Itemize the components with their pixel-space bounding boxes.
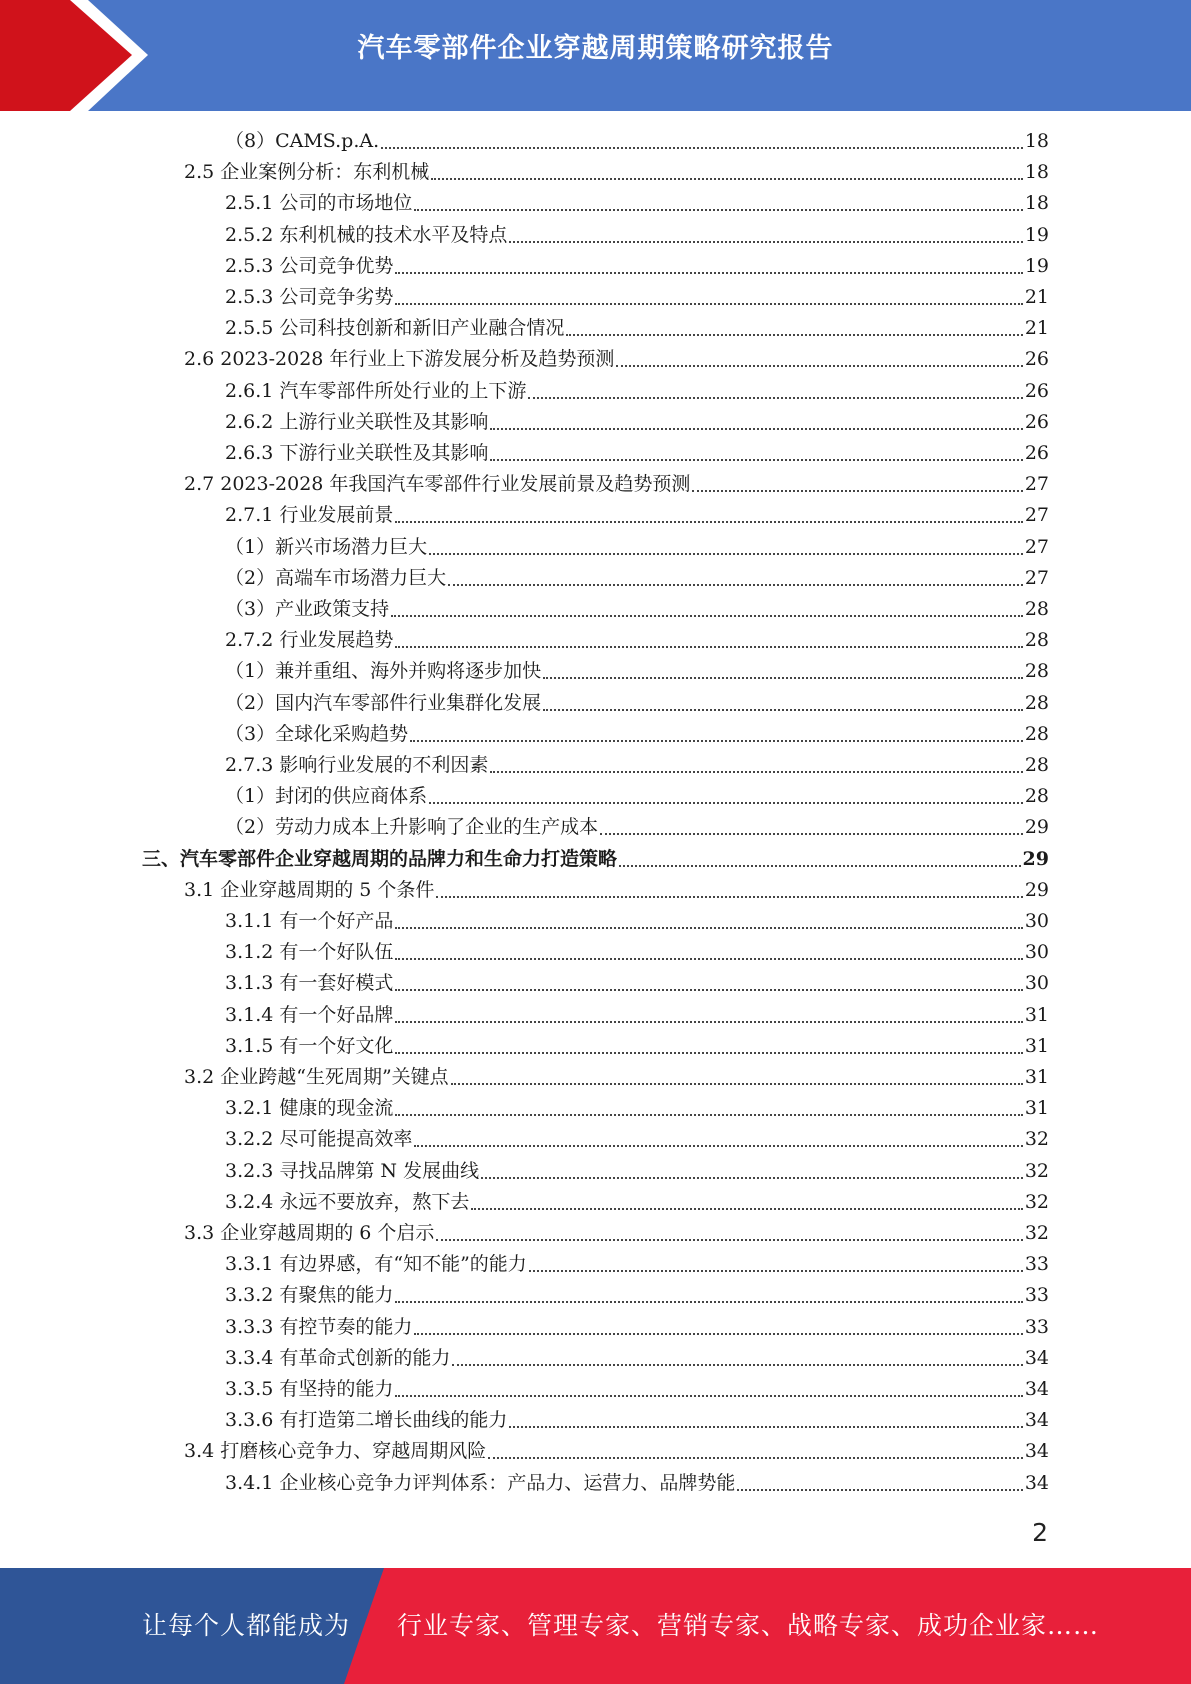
toc-entry[interactable]: [225, 1124, 1049, 1155]
toc-entry[interactable]: [225, 594, 1049, 625]
toc-dot-leader: [692, 483, 1022, 492]
toc-entry-page: 32: [1024, 1191, 1049, 1213]
toc-entry[interactable]: [225, 656, 1049, 687]
toc-entry-title: 3.3.6 有打造第二增长曲线的能力: [225, 1409, 508, 1431]
toc-entry-title: 2.6 2023-2028 年行业上下游发展分析及趋势预测: [184, 348, 615, 370]
toc-entry-page: 34: [1024, 1409, 1049, 1431]
toc-entry[interactable]: [225, 968, 1049, 999]
toc-dot-leader: [395, 296, 1022, 305]
toc-entry[interactable]: [225, 126, 1049, 157]
toc-entry[interactable]: [184, 469, 1049, 500]
toc-entry-title: 3.2.3 寻找品牌第 N 发展曲线: [225, 1160, 480, 1182]
toc-entry-page: 28: [1024, 785, 1049, 807]
toc-entry[interactable]: [225, 407, 1049, 438]
toc-dot-leader: [391, 608, 1023, 617]
toc-dot-leader: [395, 639, 1022, 648]
toc-dot-leader: [488, 1450, 1023, 1459]
toc-entry-page: 31: [1024, 1066, 1049, 1088]
toc-dot-leader: [429, 546, 1023, 555]
toc-dot-leader: [395, 1045, 1022, 1054]
toc-dot-leader: [395, 920, 1022, 929]
toc-entry-page: 28: [1024, 692, 1049, 714]
toc-entry-title: 3.3.3 有控节奏的能力: [225, 1316, 413, 1338]
toc-dot-leader: [490, 452, 1022, 461]
toc-dot-leader: [529, 1263, 1023, 1272]
toc-dot-leader: [543, 702, 1023, 711]
toc-entry-title: 3.3.4 有革命式创新的能力: [225, 1347, 451, 1369]
toc-dot-leader: [490, 421, 1022, 430]
toc-entry-page: 27: [1024, 567, 1049, 589]
toc-dot-leader: [414, 1326, 1022, 1335]
toc-entry[interactable]: [225, 625, 1049, 656]
toc-entry[interactable]: [225, 1374, 1049, 1405]
toc-dot-leader: [414, 202, 1022, 211]
toc-entry-page: 28: [1024, 660, 1049, 682]
toc-entry-title: 3.1.4 有一个好品牌: [225, 1004, 394, 1026]
toc-dot-leader: [429, 795, 1023, 804]
toc-entry-title: 2.7.1 行业发展前景: [225, 504, 394, 526]
toc-dot-leader: [737, 1482, 1022, 1491]
toc-entry-title: 3.1 企业穿越周期的 5 个条件: [184, 879, 435, 901]
toc-entry-page: 19: [1024, 255, 1049, 277]
toc-entry-page: 27: [1024, 504, 1049, 526]
toc-entry[interactable]: [225, 532, 1049, 563]
toc-entry-page: 30: [1024, 972, 1049, 994]
toc-dot-leader: [395, 951, 1022, 960]
toc-entry-page: 26: [1024, 442, 1049, 464]
toc-dot-leader: [381, 140, 1023, 149]
toc-entry[interactable]: [184, 875, 1049, 906]
toc-entry-page: 30: [1024, 910, 1049, 932]
toc-dot-leader: [395, 982, 1022, 991]
toc-entry-title: 3.2.2 尽可能提高效率: [225, 1128, 413, 1150]
toc-dot-leader: [543, 670, 1023, 679]
toc-entry[interactable]: [225, 438, 1049, 469]
toc-entry-page: 33: [1024, 1316, 1049, 1338]
toc-entry-title: 3.3.5 有坚持的能力: [225, 1378, 394, 1400]
toc-entry-page: 27: [1024, 536, 1049, 558]
toc-entry-title: 3.1.1 有一个好产品: [225, 910, 394, 932]
toc-entry-title: 2.5.3 公司竞争劣势: [225, 286, 394, 308]
toc-entry-title: 3.2 企业跨越“生死周期”关键点: [184, 1066, 449, 1088]
toc-entry-title: 2.6.1 汽车零部件所处行业的上下游: [225, 380, 527, 402]
toc-entry-page: 18: [1024, 161, 1049, 183]
toc-entry[interactable]: [225, 688, 1049, 719]
toc-entry-title: 3.3.1 有边界感，有“知不能”的能力: [225, 1253, 527, 1275]
toc-entry-title: 3.2.4 永远不要放弃，熬下去: [225, 1191, 470, 1213]
toc-entry[interactable]: [225, 188, 1049, 219]
toc-entry[interactable]: [225, 937, 1049, 968]
toc-entry-page: 28: [1024, 723, 1049, 745]
toc-entry-title: 3.1.3 有一套好模式: [225, 972, 394, 994]
toc-entry[interactable]: [225, 1343, 1049, 1374]
toc-entry-page: 32: [1024, 1128, 1049, 1150]
footer-slogan-left: 让每个人都能成为: [142, 1611, 351, 1640]
toc-entry[interactable]: [225, 1468, 1049, 1499]
toc-entry-title: （2）国内汽车零部件行业集群化发展: [225, 692, 542, 714]
toc-dot-leader: [395, 265, 1022, 274]
toc-dot-leader: [436, 889, 1022, 898]
toc-dot-leader: [395, 514, 1022, 523]
toc-entry-page: 21: [1024, 317, 1049, 339]
toc-entry[interactable]: [225, 376, 1049, 407]
toc-entry-page: 33: [1024, 1284, 1049, 1306]
toc-entry-page: 26: [1024, 411, 1049, 433]
toc-entry-page: 30: [1024, 941, 1049, 963]
toc-entry[interactable]: [225, 563, 1049, 594]
toc-entry[interactable]: [225, 1031, 1049, 1062]
toc-entry[interactable]: [225, 1156, 1049, 1187]
toc-entry-title: 3.1.5 有一个好文化: [225, 1035, 394, 1057]
toc-entry[interactable]: [225, 1249, 1049, 1280]
toc-entry-title: 2.5.5 公司科技创新和新旧产业融合情况: [225, 317, 565, 339]
toc-dot-leader: [395, 1388, 1022, 1397]
toc-entry-title: 2.5.1 公司的市场地位: [225, 192, 413, 214]
toc-entry-page: 26: [1024, 380, 1049, 402]
toc-dot-leader: [509, 234, 1022, 243]
toc-entry[interactable]: [225, 313, 1049, 344]
toc-entry-title: 3.3 企业穿越周期的 6 个启示: [184, 1222, 435, 1244]
toc-entry-page: 34: [1024, 1440, 1049, 1462]
toc-dot-leader: [619, 858, 1021, 867]
toc-entry-page: 31: [1024, 1035, 1049, 1057]
toc-entry[interactable]: [184, 157, 1049, 188]
toc-dot-leader: [448, 577, 1023, 586]
toc-entry[interactable]: [225, 1093, 1049, 1124]
toc-entry-title: 2.6.3 下游行业关联性及其影响: [225, 442, 489, 464]
toc-entry-title: 3.2.1 健康的现金流: [225, 1097, 394, 1119]
toc-entry[interactable]: [184, 1218, 1049, 1249]
toc-dot-leader: [431, 171, 1023, 180]
toc-dot-leader: [395, 1014, 1022, 1023]
toc-entry-page: 34: [1024, 1378, 1049, 1400]
toc-entry-title: （2）高端车市场潜力巨大: [225, 567, 447, 589]
toc-entry[interactable]: [225, 750, 1049, 781]
toc-entry-page: 19: [1024, 224, 1049, 246]
page-header: [0, 0, 1191, 111]
toc-dot-leader: [616, 358, 1022, 367]
toc-entry-page: 29: [1022, 848, 1049, 870]
toc-entry-title: （2）劳动力成本上升影响了企业的生产成本: [225, 816, 599, 838]
toc-dot-leader: [509, 1419, 1022, 1428]
toc-dot-leader: [600, 826, 1023, 835]
toc-entry[interactable]: [225, 220, 1049, 251]
toc-entry[interactable]: [225, 1000, 1049, 1031]
toc-entry-title: 三、汽车零部件企业穿越周期的品牌力和生命力打造策略: [142, 848, 618, 870]
toc-entry[interactable]: [184, 344, 1049, 375]
toc-entry[interactable]: [225, 812, 1049, 843]
toc-entry-page: 28: [1024, 754, 1049, 776]
toc-entry-title: 2.6.2 上游行业关联性及其影响: [225, 411, 489, 433]
toc-dot-leader: [410, 733, 1023, 742]
toc-entry-title: 3.4.1 企业核心竞争力评判体系：产品力、运营力、品牌势能: [225, 1472, 736, 1494]
toc-dot-leader: [451, 1076, 1023, 1085]
toc-entry-title: （3）产业政策支持: [225, 598, 390, 620]
toc-entry[interactable]: [184, 1062, 1049, 1093]
toc-entry-title: 2.5 企业案例分析：东利机械: [184, 161, 430, 183]
toc-entry-title: （1）封闭的供应商体系: [225, 785, 428, 807]
toc-entry[interactable]: [225, 719, 1049, 750]
toc-entry-title: 2.5.3 公司竞争优势: [225, 255, 394, 277]
toc-entry-page: 28: [1024, 598, 1049, 620]
toc-entry-title: 2.7.3 影响行业发展的不利因素: [225, 754, 489, 776]
toc-entry[interactable]: [225, 1280, 1049, 1311]
toc-entry[interactable]: [225, 906, 1049, 937]
toc-entry-page: 34: [1024, 1347, 1049, 1369]
toc-entry-title: 3.1.2 有一个好队伍: [225, 941, 394, 963]
toc-entry-page: 33: [1024, 1253, 1049, 1275]
toc-dot-leader: [471, 1201, 1022, 1210]
toc-dot-leader: [414, 1138, 1022, 1147]
toc-entry-page: 29: [1024, 816, 1049, 838]
toc-entry-page: 21: [1024, 286, 1049, 308]
toc-entry[interactable]: [225, 1312, 1049, 1343]
page-number: 2: [1032, 1518, 1048, 1547]
toc-entry[interactable]: [225, 251, 1049, 282]
toc-dot-leader: [395, 1107, 1022, 1116]
report-title: 汽车零部件企业穿越周期策略研究报告: [357, 33, 834, 64]
toc-entry-title: 3.3.2 有聚焦的能力: [225, 1284, 394, 1306]
toc-entry-title: （3）全球化采购趋势: [225, 723, 409, 745]
toc-entry-page: 32: [1024, 1222, 1049, 1244]
toc-entry[interactable]: [225, 282, 1049, 313]
toc-entry-title: （8）CAMS.p.A.: [225, 130, 380, 152]
toc-entry-page: 31: [1024, 1097, 1049, 1119]
page-footer: [0, 1568, 1191, 1684]
toc-entry-page: 32: [1024, 1160, 1049, 1182]
toc-entry[interactable]: [184, 1436, 1049, 1467]
toc-dot-leader: [395, 1294, 1022, 1303]
toc-dot-leader: [436, 1232, 1022, 1241]
toc-entry-page: 28: [1024, 629, 1049, 651]
toc-dot-leader: [490, 764, 1022, 773]
toc-entry-page: 34: [1024, 1472, 1049, 1494]
toc-dot-leader: [528, 390, 1022, 399]
toc-entry-page: 31: [1024, 1004, 1049, 1026]
toc-entry[interactable]: [225, 781, 1049, 812]
toc-entry[interactable]: [225, 500, 1049, 531]
toc-dot-leader: [452, 1357, 1022, 1366]
toc-entry-page: 18: [1024, 192, 1049, 214]
toc-entry[interactable]: [225, 1405, 1049, 1436]
toc-entry-page: 27: [1024, 473, 1049, 495]
toc-entry-title: 3.4 打磨核心竞争力、穿越周期风险: [184, 1440, 487, 1462]
toc-entry-title: 2.7 2023-2028 年我国汽车零部件行业发展前景及趋势预测: [184, 473, 691, 495]
toc-entry-page: 18: [1024, 130, 1049, 152]
toc-entry-title: （1）新兴市场潜力巨大: [225, 536, 428, 558]
toc-entry-page: 29: [1024, 879, 1049, 901]
toc-dot-leader: [481, 1170, 1023, 1179]
toc-entry[interactable]: [225, 1187, 1049, 1218]
toc-dot-leader: [566, 327, 1022, 336]
toc-entry-page: 26: [1024, 348, 1049, 370]
toc-entry[interactable]: [142, 844, 1049, 875]
toc-entry-title: 2.5.2 东利机械的技术水平及特点: [225, 224, 508, 246]
toc-entry-title: 2.7.2 行业发展趋势: [225, 629, 394, 651]
toc-entry-title: （1）兼并重组、海外并购将逐步加快: [225, 660, 542, 682]
footer-slogan-right: 行业专家、管理专家、营销专家、战略专家、成功企业家……: [397, 1611, 1100, 1640]
